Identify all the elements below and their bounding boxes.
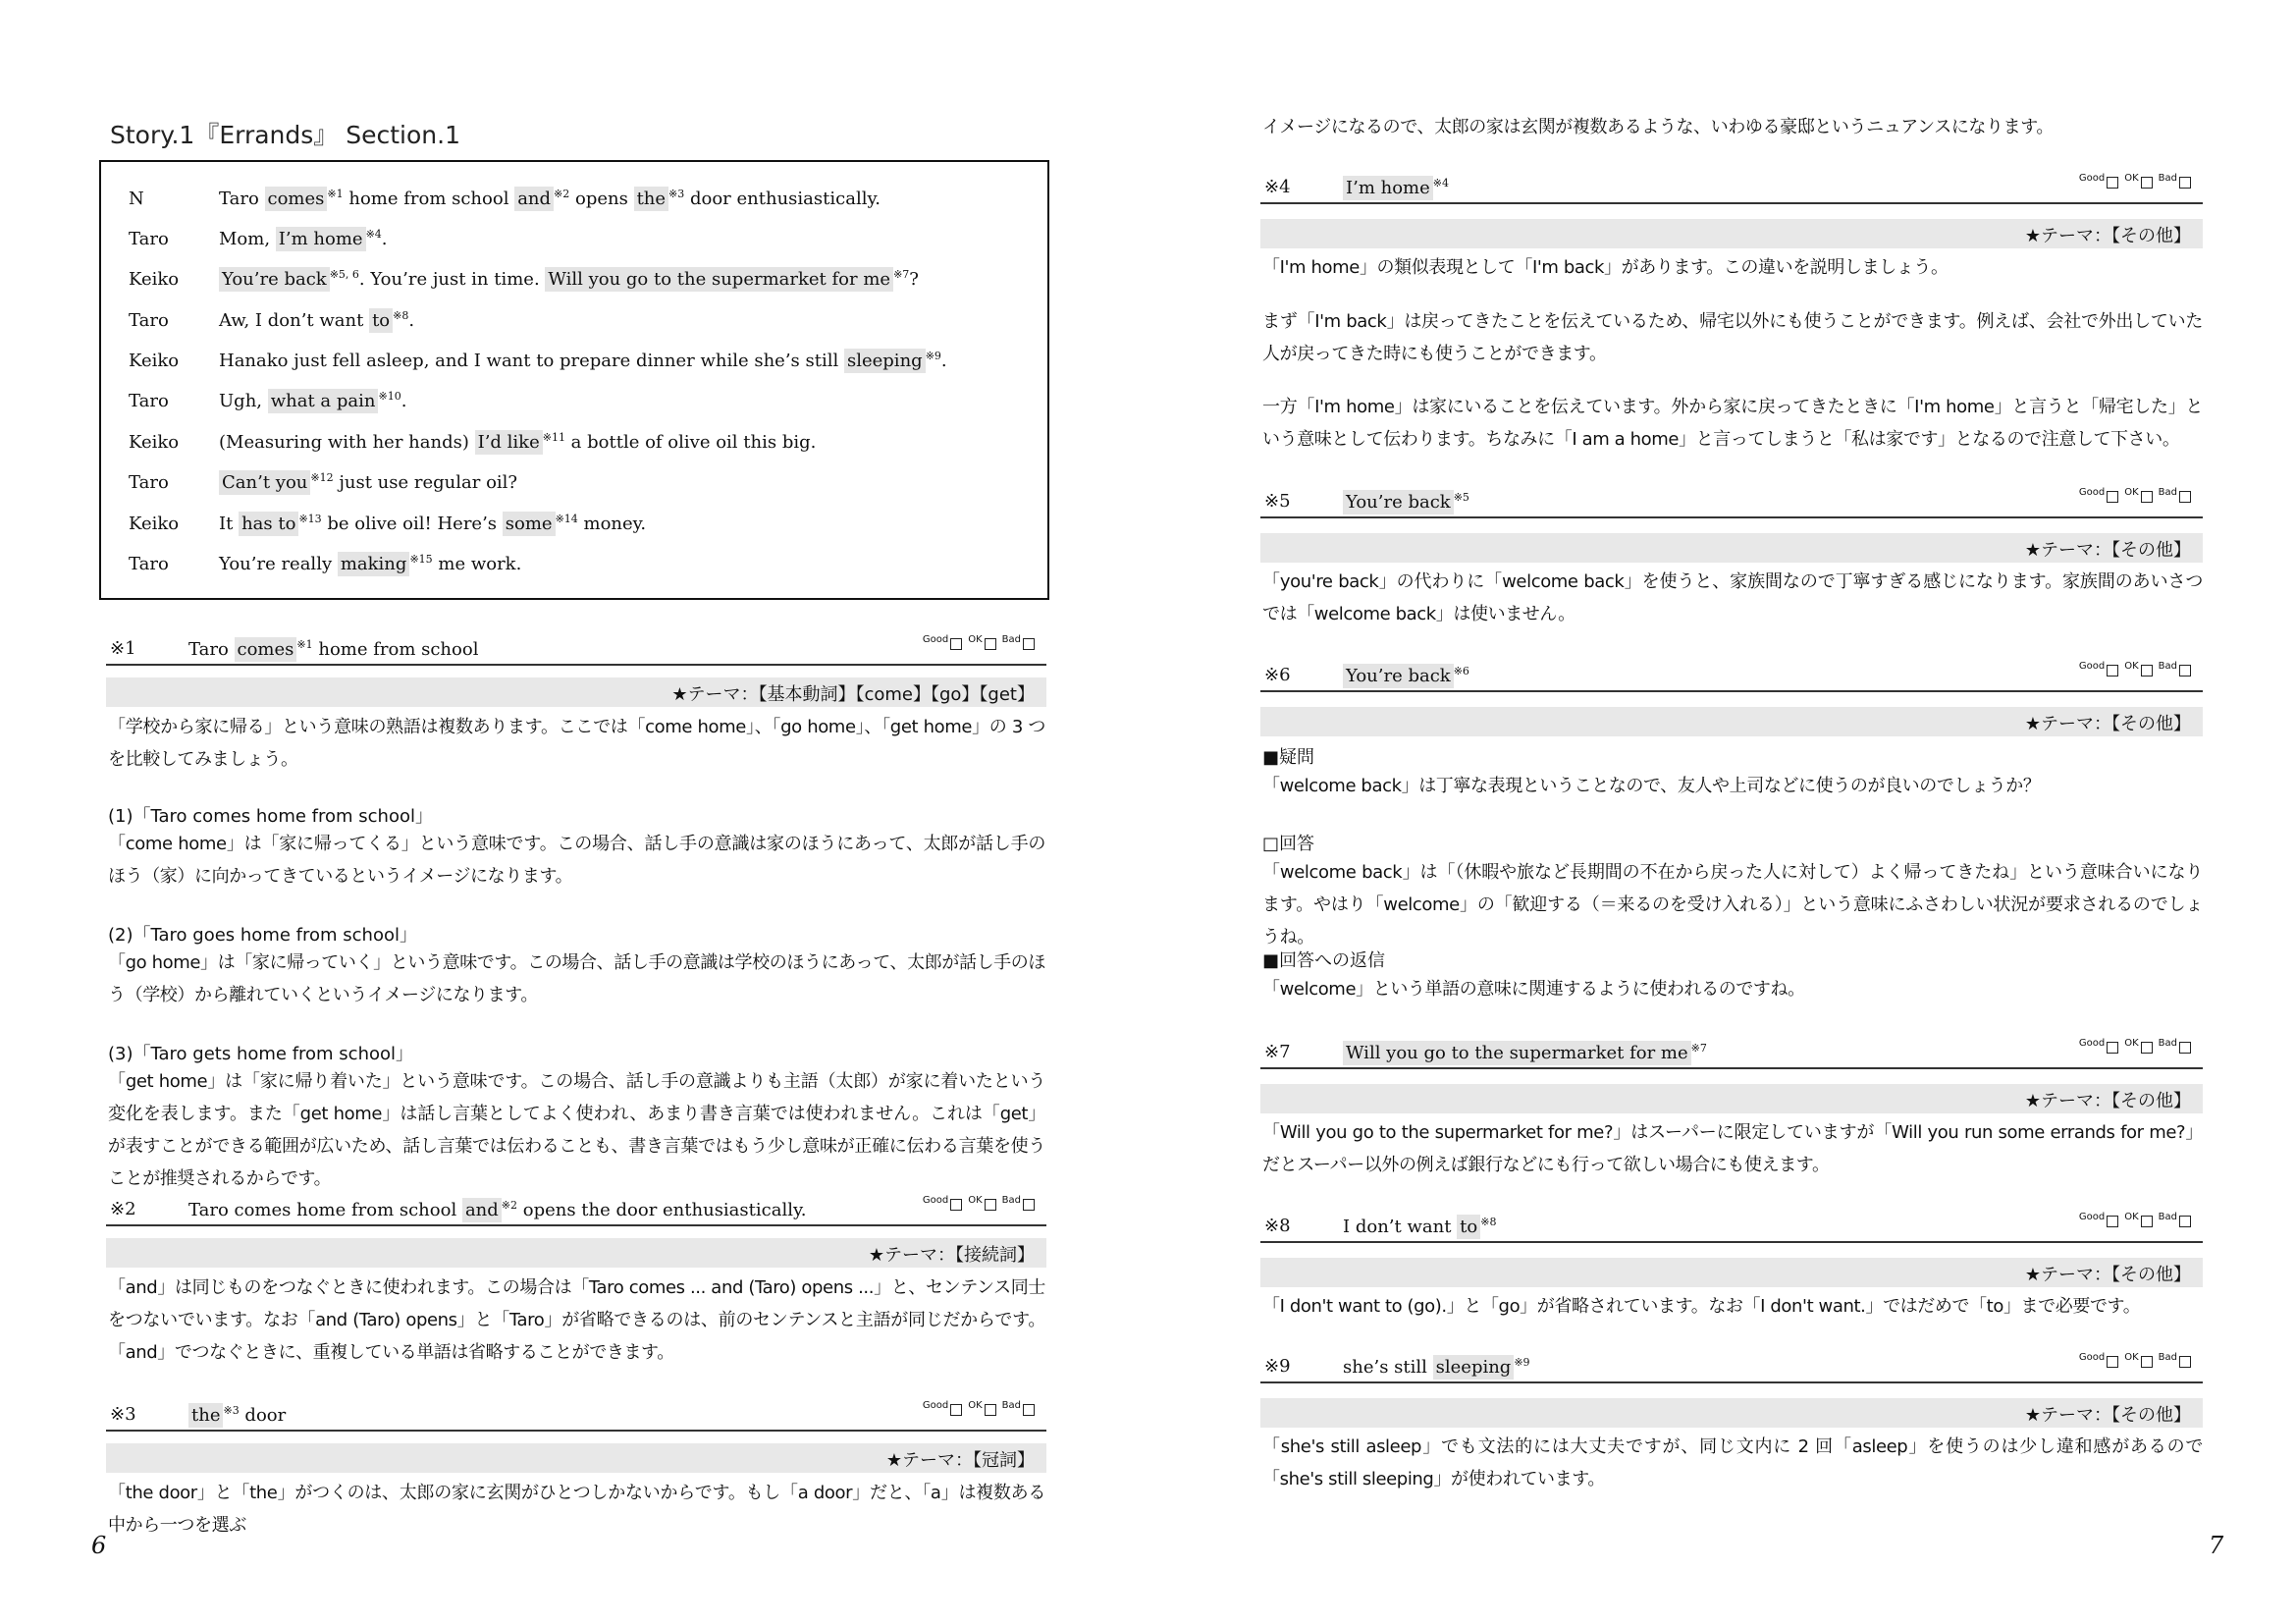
bad-checkbox[interactable] <box>1023 638 1035 650</box>
rating-boxes: Good OK Bad <box>2079 1352 2197 1368</box>
dialogue-line: Taro Ugh, what a pain $^{※10}$. <box>129 390 407 411</box>
note-phrase: I’m home $^{※4}$ <box>1343 177 1449 198</box>
rating-boxes: Good OK Bad <box>923 1195 1041 1211</box>
rating-boxes: Good OK Bad <box>2079 661 2197 677</box>
note-paragraph: 「go home」は「家に帰っていく」という意味です。この場合、話し手の意識は学校のほうにあって、太郎が話し手のほう（学校）から離れていくというイメージになります。 <box>108 952 1045 1005</box>
story-title: Story.1『Errands』 Section.1 <box>110 121 460 149</box>
subsection-title: (1)「Taro comes home from school」 <box>108 806 433 827</box>
rating-boxes: Good OK Bad <box>923 1400 1041 1416</box>
bad-checkbox[interactable] <box>2179 1216 2191 1227</box>
theme-bar: ★テーマ：【その他】 <box>1260 533 2203 563</box>
ok-checkbox[interactable] <box>985 1199 996 1211</box>
right-page <box>1148 0 2296 1624</box>
dialogue-box <box>99 160 1049 600</box>
good-checkbox[interactable] <box>950 1199 962 1211</box>
subsection-title: (2)「Taro goes home from school」 <box>108 925 417 946</box>
note-paragraph: 「welcome back」は「（休暇や旅など長期間の不在から戻った人に対して）よく帰ってきたね」という意味合いになります。やはり「welcome」の「歓迎する（＝来るのを受け入れる）」という意味にふさわしい状況が要求されるのでしょうね。 <box>1262 862 2203 947</box>
note-phrase: You’re back $^{※6}$ <box>1343 665 1469 686</box>
dialogue-line: Taro You’re really making $^{※15}$ me work. <box>129 553 522 574</box>
dialogue-line: Keiko Hanako just fell asleep, and I want to prepare dinner while she’s still sleeping $^{※9}$. <box>129 350 947 371</box>
good-checkbox[interactable] <box>2107 1216 2118 1227</box>
page-number: 6 <box>91 1532 107 1559</box>
note-header-9: ※9 she’s still sleeping $^{※9}$ Good OK Bad <box>1260 1348 2203 1383</box>
ok-checkbox[interactable] <box>985 638 996 650</box>
note-header-8: ※8 I don’t want to $^{※8}$ Good OK Bad <box>1260 1208 2203 1243</box>
note-phrase: You’re back $^{※5}$ <box>1343 491 1469 513</box>
rating-boxes: Good OK Bad <box>2079 173 2197 189</box>
bad-checkbox[interactable] <box>1023 1199 1035 1211</box>
ok-checkbox[interactable] <box>985 1404 996 1416</box>
dialogue-line: N Taro comes $^{※1}$ home from school and $^{※2}$ opens the $^{※3}$ door enthusiastically. <box>129 188 881 209</box>
dialogue-line: Keiko You’re back $^{※5, 6}$. You’re just in time. Will you go to the supermarket for me $^{※7}$? <box>129 268 919 290</box>
good-checkbox[interactable] <box>2107 491 2118 503</box>
bad-checkbox[interactable] <box>2179 177 2191 189</box>
dialogue-line: Taro Aw, I don’t want to $^{※8}$. <box>129 309 415 331</box>
bad-checkbox[interactable] <box>2179 1356 2191 1368</box>
note-paragraph: 「she's still asleep」でも文法的には大丈夫ですが、同じ文内に 2 回「asleep」を使うのは少し違和感があるので「she's still sleeping」が使われています。 <box>1262 1436 2203 1489</box>
good-checkbox[interactable] <box>2107 1042 2118 1054</box>
dialogue-line: Taro Can’t you $^{※12}$ just use regular oil? <box>129 471 518 493</box>
rating-boxes: Good OK Bad <box>923 634 1041 650</box>
note-paragraph: 「the door」と「the」がつくのは、太郎の家に玄関がひとつしかないからです。もし「a door」だと、「a」は複数ある中から一つを選ぶ <box>108 1483 1045 1536</box>
rating-boxes: Good OK Bad <box>2079 1212 2197 1227</box>
note-header-7: ※7 Will you go to the supermarket for me $^{※7}$ Good OK Bad <box>1260 1034 2203 1069</box>
note-paragraph: 「welcome back」は丁寧な表現ということなので、友人や上司などに使うのが良いのでしょうか？ <box>1262 776 2041 796</box>
note-paragraph: 「get home」は「家に帰り着いた」という意味です。この場合、話し手の意識よりも主語（太郎）が家に着いたという変化を表します。また「get home」は話し言葉としてよく使われ、あまり書き言葉では使われません。これは「get」が表すことができる範囲が広いため、話し言葉では伝わることも、書き言葉ではもう少し意味が正確に伝わる言葉を使うことが推奨されるからです。 <box>108 1071 1045 1189</box>
note-phrase: Taro comes home from school and $^{※2}$ opens the door enthusiastically. <box>188 1199 807 1220</box>
note-phrase: I don’t want to $^{※8}$ <box>1343 1216 1497 1237</box>
rating-boxes: Good OK Bad <box>2079 1038 2197 1054</box>
note-phrase: Will you go to the supermarket for me $^{※7}$ <box>1343 1042 1707 1063</box>
note-phrase: Taro comes $^{※1}$ home from school <box>188 638 479 660</box>
note-paragraph: 「and」は同じものをつなぐときに使われます。この場合は「Taro comes ... and (Taro) opens ...」と、センテンス同士をつないでいます。なお「and (Taro) opens」と「Taro」が省略できるのは、前のセンテンスと主語が同じだからです。「and」でつなぐときに、重複している単語は省略することができます。 <box>108 1277 1045 1363</box>
ok-checkbox[interactable] <box>2141 491 2153 503</box>
question-label: ■疑問 <box>1262 747 1315 768</box>
continuation-text: イメージになるので、太郎の家は玄関が複数あるような、いわゆる豪邸というニュアンスになります。 <box>1262 117 2054 137</box>
note-paragraph: 「welcome」という単語の意味に関連するように使われるのですね。 <box>1262 979 1805 1000</box>
reply-label: ■回答への返信 <box>1262 950 1386 971</box>
subsection-title: (3)「Taro gets home from school」 <box>108 1044 414 1064</box>
note-paragraph: 「I'm home」の類似表現として「I'm back」があります。この違いを説明しましょう。 <box>1262 257 1949 278</box>
note-paragraph: まず「I'm back」は戻ってきたことを伝えているため、帰宅以外にも使うことができます。例えば、会社で外出していた人が戻ってきた時にも使うことができます。 <box>1262 311 2203 364</box>
theme-bar: ★テーマ：【接続詞】 <box>106 1238 1046 1268</box>
ok-checkbox[interactable] <box>2141 665 2153 677</box>
bad-checkbox[interactable] <box>2179 1042 2191 1054</box>
bad-checkbox[interactable] <box>2179 491 2191 503</box>
note-paragraph: 「you're back」の代わりに「welcome back」を使うと、家族間なので丁寧すぎる感じになります。家族間のあいさつでは「welcome back」は使いません。 <box>1262 571 2203 624</box>
ok-checkbox[interactable] <box>2141 177 2153 189</box>
dialogue-line: Taro Mom, I’m home $^{※4}$. <box>129 228 388 249</box>
good-checkbox[interactable] <box>2107 177 2118 189</box>
ok-checkbox[interactable] <box>2141 1042 2153 1054</box>
page-number: 7 <box>2209 1532 2224 1559</box>
ok-checkbox[interactable] <box>2141 1356 2153 1368</box>
theme-bar: ★テーマ：【その他】 <box>1260 1398 2203 1428</box>
bad-checkbox[interactable] <box>2179 665 2191 677</box>
good-checkbox[interactable] <box>950 1404 962 1416</box>
note-header-5: ※5 You’re back $^{※5}$ Good OK Bad <box>1260 483 2203 518</box>
theme-bar: ★テーマ：【その他】 <box>1260 1258 2203 1287</box>
note-header-4: ※4 I’m home $^{※4}$ Good OK Bad <box>1260 169 2203 204</box>
rating-boxes: Good OK Bad <box>2079 487 2197 503</box>
note-paragraph: 一方「I'm home」は家にいることを伝えています。外から家に戻ってきたときに「I'm home」と言うと「帰宅した」という意味として伝わります。ちなみに「I am a home」と言ってしまうと「私は家です」となるので注意して下さい。 <box>1262 397 2203 450</box>
answer-label: □回答 <box>1262 834 1315 854</box>
note-phrase: the $^{※3}$ door <box>188 1404 286 1426</box>
dialogue-line: Keiko (Measuring with her hands) I’d like $^{※11}$ a bottle of olive oil this big. <box>129 431 817 453</box>
note-header-6: ※6 You’re back $^{※6}$ Good OK Bad <box>1260 657 2203 692</box>
note-paragraph: 「Will you go to the supermarket for me?」はスーパーに限定していますが「Will you run some errands for me?」だとスーパー以外の例えば銀行などにも行って欲しい場合にも使えます。 <box>1262 1122 2203 1175</box>
note-paragraph: 「学校から家に帰る」という意味の熟語は複数あります。ここでは「come home」、「go home」、「get home」の 3 つを比較してみましょう。 <box>108 717 1045 770</box>
note-paragraph: 「come home」は「家に帰ってくる」という意味です。この場合、話し手の意識は家のほうにあって、太郎が話し手のほう（家）に向かってきているというイメージになります。 <box>108 834 1045 887</box>
theme-bar: ★テーマ：【冠詞】 <box>106 1443 1046 1473</box>
ok-checkbox[interactable] <box>2141 1216 2153 1227</box>
note-phrase: she’s still sleeping $^{※9}$ <box>1343 1356 1530 1378</box>
good-checkbox[interactable] <box>2107 665 2118 677</box>
bad-checkbox[interactable] <box>1023 1404 1035 1416</box>
note-paragraph: 「I don't want to (go).」と「go」が省略されています。なお「I don't want.」ではだめで「to」まで必要です。 <box>1262 1296 2141 1317</box>
theme-bar: ★テーマ：【その他】 <box>1260 219 2203 248</box>
theme-bar: ★テーマ：【その他】 <box>1260 1084 2203 1113</box>
dialogue-line: Keiko It has to $^{※13}$ be olive oil! Here’s some $^{※14}$ money. <box>129 513 647 534</box>
note-header-1: ※1 Taro comes $^{※1}$ home from school Good OK Bad <box>106 630 1046 666</box>
theme-bar: ★テーマ：【その他】 <box>1260 707 2203 736</box>
note-header-3: ※3 the $^{※3}$ door Good OK Bad <box>106 1396 1046 1432</box>
theme-bar: ★テーマ：【基本動詞】【come】【go】【get】 <box>106 677 1046 707</box>
good-checkbox[interactable] <box>950 638 962 650</box>
good-checkbox[interactable] <box>2107 1356 2118 1368</box>
note-header-2: ※2 Taro comes home from school and $^{※2}$ opens the door enthusiastically. Good OK Bad <box>106 1191 1046 1226</box>
